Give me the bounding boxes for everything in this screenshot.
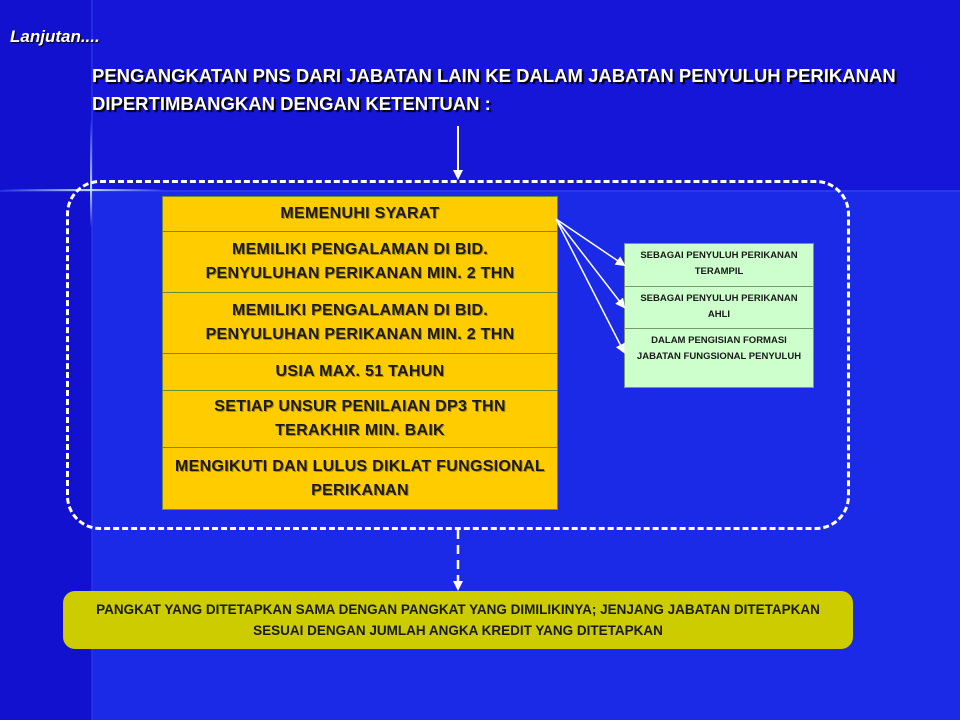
requirement-row: USIA MAX. 51 TAHUN <box>162 353 558 391</box>
requirement-row: MEMENUHI SYARAT <box>162 196 558 232</box>
option-row: SEBAGAI PENYULUH PERIKANAN AHLI <box>624 286 814 329</box>
option-arrow-2 <box>556 219 624 307</box>
requirement-row: SETIAP UNSUR PENILAIAN DP3 THN TERAKHIR MIN. BAIK <box>162 390 558 448</box>
requirement-row: MEMILIKI PENGALAMAN DI BID. PENYULUHAN PERIKANAN MIN. 2 THN <box>162 292 558 354</box>
continuation-label: Lanjutan.... <box>10 27 100 46</box>
option-row: DALAM PENGISIAN FORMASI JABATAN FUNGSIONAL PENYULUH <box>624 328 814 388</box>
result-box: PANGKAT YANG DITETAPKAN SAMA DENGAN PANGKAT YANG DIMILIKINYA; JENJANG JABATAN DITETAPKAN SESUAI DENGAN JUMLAH ANGKA KREDIT YANG DITETAPKAN <box>63 591 853 649</box>
option-arrow-1 <box>556 219 624 265</box>
requirement-row: MENGIKUTI DAN LULUS DIKLAT FUNGSIONAL PERIKANAN <box>162 447 558 510</box>
slide-title: PENGANGKATAN PNS DARI JABATAN LAIN KE DALAM JABATAN PENYULUH PERIKANAN DIPERTIMBANGKAN DENGAN KETENTUAN : <box>92 65 896 114</box>
requirement-row: MEMILIKI PENGALAMAN DI BID. PENYULUHAN PERIKANAN MIN. 2 THN <box>162 231 558 293</box>
option-row: SEBAGAI PENYULUH PERIKANAN TERAMPIL <box>624 243 814 287</box>
option-arrow-3 <box>556 219 624 352</box>
